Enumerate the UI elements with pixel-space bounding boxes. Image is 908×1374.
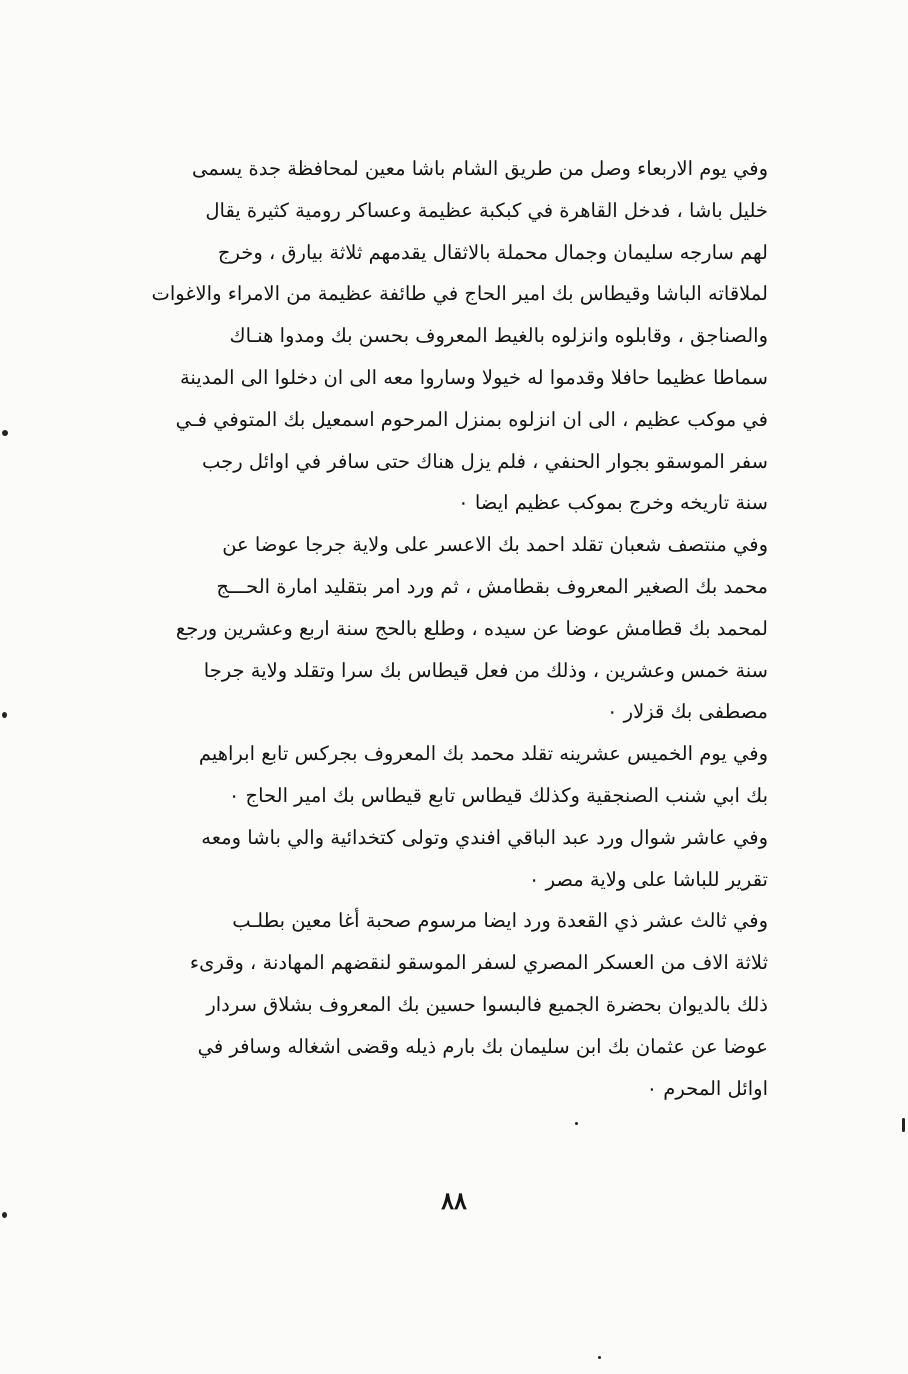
text-line: وفي يوم الاربعاء وصل من طريق الشام باشا معين لمحافظة جدة يسمى xyxy=(191,157,768,180)
text-line: في موكب عظيم ، الى ان انزلوه بمنزل المرحوم اسمعيل بك المتوفي فـي xyxy=(175,407,768,431)
scan-speck xyxy=(598,1356,601,1359)
text-line: وفي يوم الخميس عشرينه تقلد محمد بك المعروف بجركس تابع ابراهيم xyxy=(198,742,768,766)
text-line: سنة تاريخه وخرج بموكب عظيم ايضا ٠ xyxy=(458,491,768,515)
scan-speck xyxy=(2,712,7,718)
text-line: محمد بك الصغير المعروف بقطامش ، ثم ورد امر بتقليد امارة الحـــج xyxy=(216,574,768,598)
paragraph xyxy=(100,817,768,901)
text-line: اوائل المحرم ٠ xyxy=(646,1076,768,1100)
scan-speck xyxy=(902,1118,905,1132)
paragraph xyxy=(100,524,768,733)
text-line: مصطفى بك قزلار ٠ xyxy=(606,700,768,724)
text-line: عوضا عن عثمان بك ابن سليمان بك بارم ذيله وقضى اشغاله وسافر في xyxy=(197,1034,768,1058)
scan-speck xyxy=(575,1122,578,1125)
scan-speck xyxy=(2,1212,7,1218)
page-number: ٨٨ xyxy=(441,1186,467,1215)
text-line: سماطا عظيما حافلا وقدموا له خيولا وساروا معه الى ان دخلوا الى المدينة xyxy=(179,365,768,389)
text-line: وفي عاشر شوال ورد عبد الباقي افندي وتولى كتخدائية والي باشا ومعه xyxy=(201,825,768,849)
text-line: بك ابي شنب الصنجقية وكذلك قيطاس تابع قيطاس بك امير الحاج ٠ xyxy=(228,783,768,807)
paragraph xyxy=(100,148,768,524)
scan-speck xyxy=(2,430,8,436)
text-line: سنة خمس وعشرين ، وذلك من فعل قيطاس بك سرا وتقلد ولاية جرجا xyxy=(203,658,768,682)
text-line: تقرير للباشا على ولاية مصر ٠ xyxy=(528,867,768,891)
text-line: سفر الموسقو بجوار الحنفي ، فلم يزل هناك حتى سافر في اوائل رجب xyxy=(202,449,768,473)
text-line: لمحمد بك قطامش عوضا عن سيده ، وطلع بالحج سنة اربع وعشرين ورجع xyxy=(175,616,768,640)
text-line: وفي ثالث عشر ذي القعدة ورد ايضا مرسوم صحبة أغا معين بطلـب xyxy=(232,909,768,933)
text-line: وفي منتصف شعبان تقلد احمد بك الاعسر على ولاية جرجا عوضا عن xyxy=(222,533,768,557)
text-line: لهم سارجه سليمان وجمال محملة بالاثقال يقدمهم ثلاثة بيارق ، وخرج xyxy=(217,240,768,264)
text-line: والصناجق ، وقابلوه وانزلوه بالغيط المعروف بحسن بك ومدوا هنـاك xyxy=(229,324,768,348)
text-line: خليل باشا ، فدخل القاهرة في كبكبة عظيمة وعساكر رومية كثيرة يقال xyxy=(205,198,768,222)
text-line: ثلاثة الاف من العسكر المصري لسفر الموسقو لنقضهم المهادنة ، وقرىء xyxy=(189,951,768,975)
text-line: ذلك بالديوان بحضرة الجميع فالبسوا حسين بك المعروف بشلاق سردار xyxy=(206,992,768,1016)
body-text xyxy=(100,148,768,1109)
paragraph xyxy=(100,733,768,817)
text-line: لملاقاته الباشا وقيطاس بك امير الحاج في طائفة عظيمة من الامراء والاغوات xyxy=(151,282,768,306)
paragraph xyxy=(100,900,768,1109)
